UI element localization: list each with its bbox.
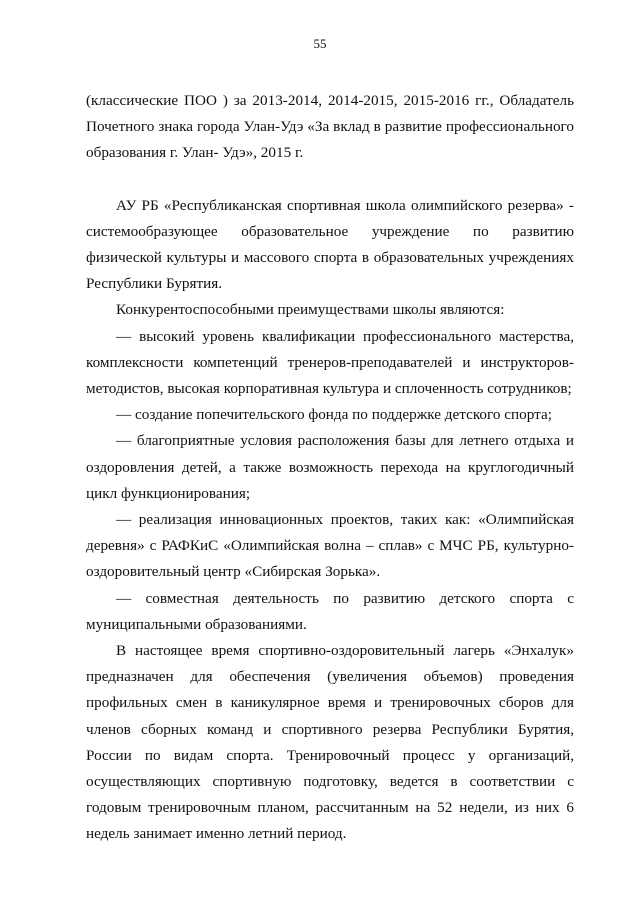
list-item-trust-fund: — создание попечительского фонда по поддержке детского спорта; [116,406,552,424]
paragraph-camp-enkhaluk: В настоящее время спортивно-оздоровительный лагерь «Энхалук» предназначен для обеспечения (увеличения объемов) проведения профильных смен в каникулярное время и тренировочных сборов для членов сборных команд и спортивного резерва Республики Бурятия, России по видам спорта. Тренировочный процесс у организаций, осуществляющих спортивную подготовку, ведется в соответствии с годовым тренировочным планом, рассчитанным на 52 недели, из них 6 недель занимает именно летний период. [86,642,574,843]
list-item-base-conditions: — благоприятные условия расположения базы для летнего отдыха и оздоровления детей, а также возможность перехода на круглогодичный цикл функционирования; [86,432,574,502]
paragraph-awards-continuation: (классические ПОО ) за 2013-2014, 2014-2015, 2015-2016 гг., Обладатель Почетного знака города Улан-Удэ «За вклад в развитие профессионального образования г. Улан- Удэ», 2015 г. [86,92,574,162]
page-number: 55 [313,36,327,51]
paragraph-advantages-intro: Конкурентоспособными преимуществами школы являются: [116,301,505,319]
document-body [86,88,574,848]
list-item-qualification: — высокий уровень квалификации профессионального мастерства, комплексности компетенций тренеров-преподавателей и инструкторов-методистов, высокая корпоративная культура и сплоченность сотрудников; [86,327,574,398]
paragraph-school-description: АУ РБ «Республиканская спортивная школа олимпийского резерва» - системообразующее образовательное учреждение по развитию физической культуры и массового спорта в образовательных учреждениях Республики Бурятия. [86,196,574,293]
list-item-joint-activity: — совместная деятельность по развитию детского спорта с муниципальными образованиями. [86,589,574,633]
list-item-innovation-projects: — реализация инновационных проектов, таких как: «Олимпийская деревня» с РАФКиС «Олимпийская волна – сплав» с МЧС РБ, культурно-оздоровительный центр «Сибирская Зорька». [86,511,574,581]
